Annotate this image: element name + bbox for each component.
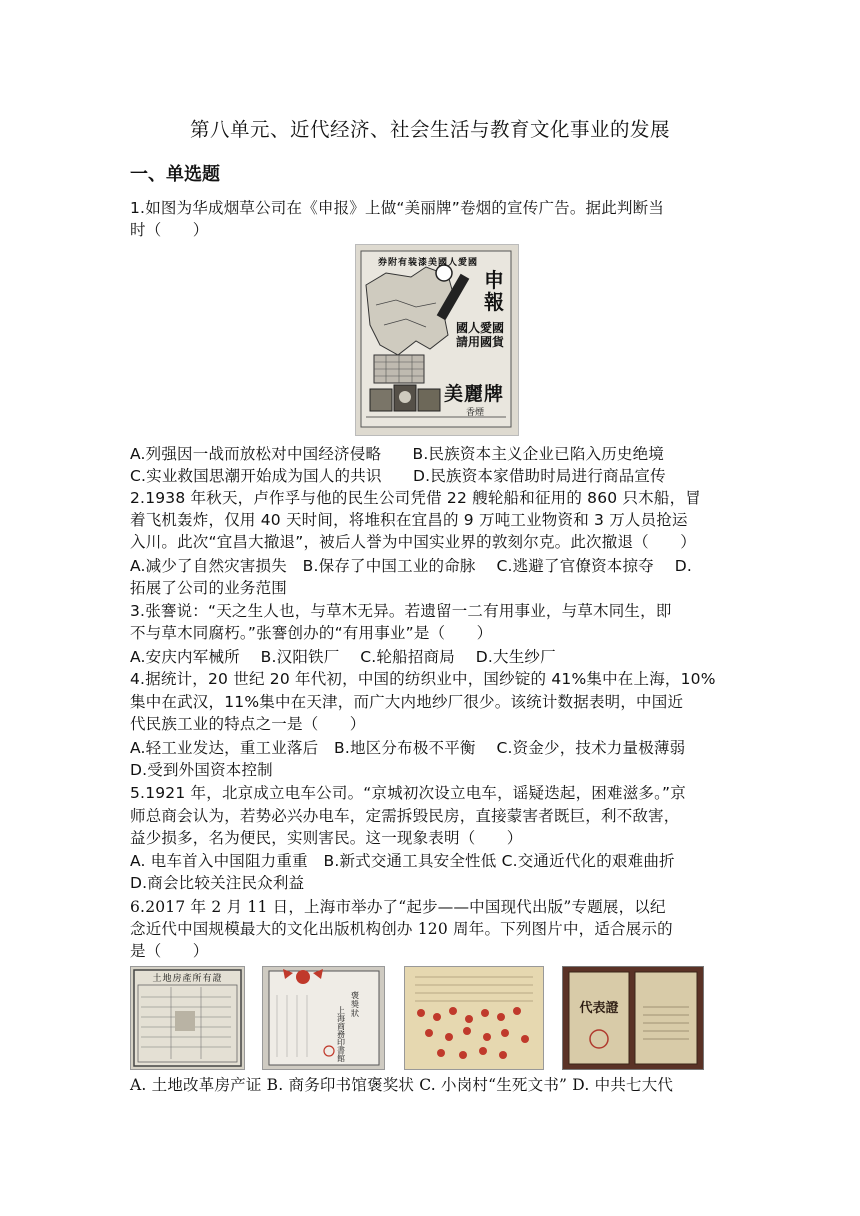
ad-slogan: 國人愛國 請用國貨 xyxy=(456,321,505,349)
commercial-press-award-issuer: 上海商務印書館 xyxy=(337,1006,345,1063)
q4-stem-line-2: 集中在武汉，11%集中在天津，而广大内地纱厂很少。该统计数据表明，中国近 xyxy=(130,693,684,711)
q5-options-line-2: D.商会比较关注民众利益 xyxy=(130,874,305,892)
q4-stem-line-3: 代民族工业的特点之一是（ ） xyxy=(130,715,366,733)
ad-banner-text: 券附有装漆美國人愛國 xyxy=(378,258,479,268)
commercial-press-award-image xyxy=(262,966,385,1070)
page-title: 第八单元、近代经济、社会生活与教育文化事业的发展 xyxy=(189,118,670,141)
delegate-card-title: 代表證 xyxy=(579,1001,619,1016)
q1-stem-line-2: 时（ ） xyxy=(130,221,209,239)
q1-option-ab: A.列强因一战而放松对中国经济侵略 B.民族资本主义企业已陷入历史绝境 xyxy=(130,445,665,463)
commercial-press-award-title: 褒獎狀 xyxy=(351,991,359,1018)
q5-stem-line-1: 5.1921 年，北京成立电车公司。“京城初次设立电车，谣疑迭起，困难滋多。”京 xyxy=(130,784,686,802)
q6-stem-line-1: 6.2017 年 2 月 11 日，上海市举办了“起步——中国现代出版”专题展，以纪 xyxy=(130,898,666,916)
q3-stem-line-2: 不与草木同腐朽。”张謇创办的“有用事业”是（ ） xyxy=(130,624,493,642)
q5-options-line-1: A. 电车首入中国阻力重重 B.新式交通工具安全性低 C.交通近代化的艰难曲折 xyxy=(130,852,675,870)
q5-stem-line-2: 师总商会认为，若势必兴办电车，定需拆毁民房，直接蒙害者既巨，利不敌害， xyxy=(130,807,680,825)
q4-options-line-2: D.受到外国资本控制 xyxy=(130,761,273,779)
q2-options-line-2: 拓展了公司的业务范围 xyxy=(130,579,288,597)
q6-options: A. 土地改革房产证 B. 商务印书馆褒奖状 C. 小岗村“生死文书” D. 中共七大代 xyxy=(130,1076,674,1094)
q2-stem-line-3: 入川。此次“宜昌大撤退”，被后人誉为中国实业界的敦刻尔克。此次撤退（ ） xyxy=(130,533,696,551)
ad-tagline: 香煙 xyxy=(466,408,485,418)
q2-stem-line-1: 2.1938 年秋天，卢作孚与他的民生公司凭借 22 艘轮船和征用的 860 只木船，冒 xyxy=(130,489,701,507)
delegate-card-image xyxy=(562,966,704,1070)
ad-brand: 美麗牌 xyxy=(444,383,505,405)
land-certificate-heading: 土地房產所有證 xyxy=(152,974,223,984)
xiaogang-contract-image xyxy=(404,966,544,1070)
q1-option-cd: C.实业救国思潮开始成为国人的共识 D.民族资本家借助时局进行商品宣传 xyxy=(130,467,666,485)
cigarette-advertisement-image xyxy=(355,244,519,436)
land-certificate-image xyxy=(130,966,245,1070)
q3-options: A.安庆内军械所 B.汉阳铁厂 C.轮船招商局 D.大生纱厂 xyxy=(130,648,556,666)
section-heading: 一、单选题 xyxy=(130,164,220,185)
q4-options-line-1: A.轻工业发达，重工业落后 B.地区分布极不平衡 C.资金少，技术力量极薄弱 xyxy=(130,739,686,757)
q6-stem-line-2: 念近代中国规模最大的文化出版机构创办 120 周年。下列图片中，适合展示的 xyxy=(130,920,673,938)
q2-stem-line-2: 着飞机轰炸，仅用 40 天时间，将堆积在宜昌的 9 万吨工业物资和 3 万人员抢运 xyxy=(130,511,688,529)
q5-stem-line-3: 益少损多，名为便民，实则害民。这一现象表明（ ） xyxy=(130,829,523,847)
q2-options-line-1: A.减少了自然灾害损失 B.保存了中国工业的命脉 C.逃避了官僚资本掠夺 D. xyxy=(130,557,692,575)
q6-stem-line-3: 是（ ） xyxy=(130,942,209,960)
q4-stem-line-1: 4.据统计，20 世纪 20 年代初，中国的纺织业中，国纱锭的 41%集中在上海，10% xyxy=(130,670,716,688)
q1-stem-line-1: 1.如图为华成烟草公司在《申报》上做“美丽牌”卷烟的宣传广告。据此判断当 xyxy=(130,199,665,217)
q3-stem-line-1: 3.张謇说：“天之生人也，与草木无异。若遗留一二有用事业，与草木同生，即 xyxy=(130,602,672,620)
ad-paper-name: 申報 xyxy=(484,268,504,314)
